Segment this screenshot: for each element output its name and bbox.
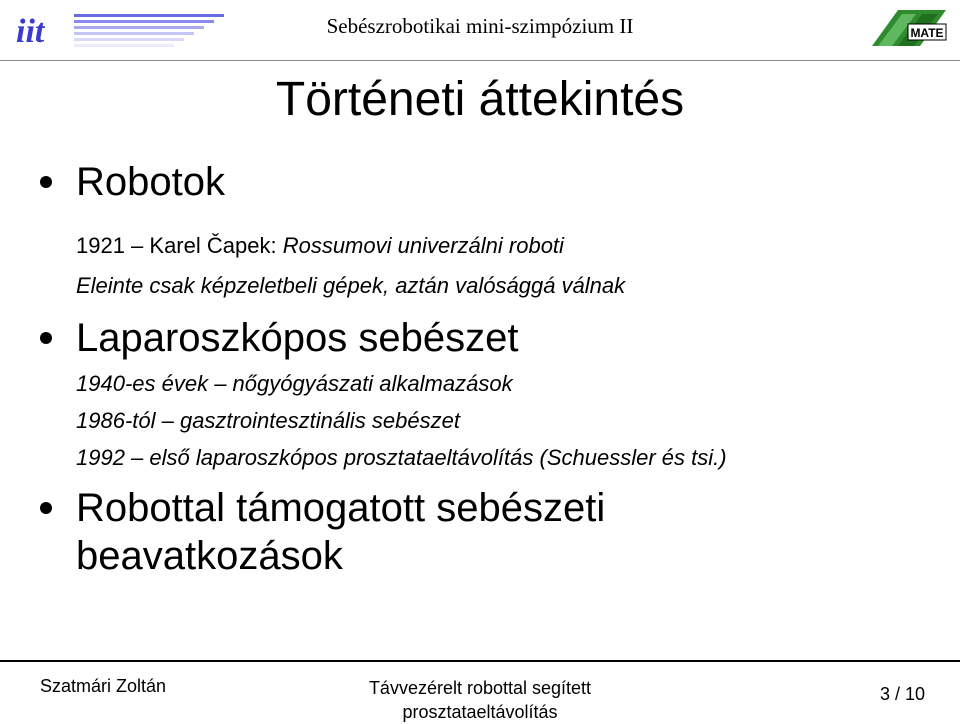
sub-line-italic: 1940-es évek – nőgyógyászati alkalmazások — [76, 371, 513, 396]
sub-line — [76, 444, 727, 472]
header-divider — [0, 60, 960, 61]
bullet-dot-icon — [40, 176, 52, 188]
header-title: Sebészrobotikai mini-szimpózium II — [326, 14, 634, 38]
bullet-dot-icon — [40, 502, 52, 514]
footer-title-line: Távvezérelt robottal segített — [368, 678, 592, 698]
slide-header — [0, 0, 960, 62]
sub-line-italic: Rossumovi univerzálni roboti — [282, 233, 564, 258]
bullet-text: Laparoszkópos sebészet — [76, 316, 519, 360]
iit-logo-text: iit — [16, 13, 45, 50]
mate-logo — [868, 6, 950, 50]
footer-divider — [0, 660, 960, 662]
footer-presentation-title — [0, 676, 960, 724]
sub-line — [76, 232, 564, 260]
sub-line — [76, 407, 460, 435]
sub-line — [76, 370, 513, 398]
footer-author: Szatmári Zoltán — [40, 676, 167, 696]
bullet-text: Robotok — [76, 160, 225, 204]
bullet-text: Robottal támogatott sebészeti — [76, 486, 606, 530]
mate-logo-text: MATE — [910, 26, 944, 40]
bullet-text: beavatkozások — [76, 534, 343, 578]
page-number: 3 / 10 — [880, 684, 926, 704]
sub-line — [76, 272, 625, 300]
bullet-dot-icon — [40, 332, 52, 344]
sub-line-plain: 1921 – Karel Čapek: — [76, 233, 283, 258]
slide-title: Történeti áttekintés — [275, 73, 685, 126]
sub-line-italic: 1992 – első laparoszkópos prosztataeltávolítás (Schuessler és tsi.) — [76, 445, 727, 470]
footer-title-line: prosztataeltávolítás — [402, 702, 558, 722]
sub-line-italic: 1986-tól – gasztrointesztinális sebészet — [76, 408, 460, 433]
sub-line-italic: Eleinte csak képzeletbeli gépek, aztán valósággá válnak — [76, 273, 626, 298]
